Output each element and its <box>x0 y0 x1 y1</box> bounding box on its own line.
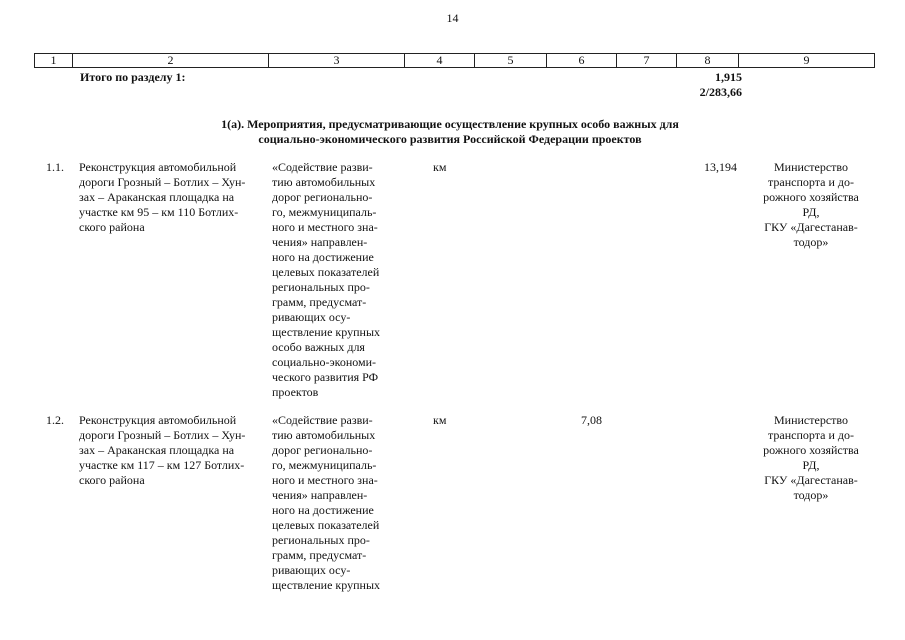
goal-line: тию автомобильных <box>272 428 376 442</box>
object-line: зах – Араканская площадка на <box>79 190 235 204</box>
responsible-line: тодор» <box>793 488 829 502</box>
responsible-line: рожного хозяйства <box>763 190 859 204</box>
column-header-9: 9 <box>739 54 875 68</box>
object-line: ского района <box>79 220 145 234</box>
goal-line: грамм, предусмат- <box>272 548 367 562</box>
goal-line: го, межмуниципаль- <box>272 205 377 219</box>
column-header-2: 2 <box>73 54 269 68</box>
object-line: участке км 117 – км 127 Ботлих- <box>79 458 245 472</box>
column-header-5: 5 <box>475 54 547 68</box>
goal-line: социально-экономи- <box>272 355 377 369</box>
goal-description <box>272 413 396 593</box>
subtotal-value-line-2: 2/283,66 <box>699 85 742 99</box>
goal-line: тию автомобильных <box>272 175 376 189</box>
section-title-line-1: 1(а). Мероприятия, предусматривающие осуществление крупных особо важных для <box>221 117 679 131</box>
responsible-executor <box>752 413 870 503</box>
subtotal-label: Итого по разделу 1: <box>80 70 186 84</box>
object-line: дороги Грозный – Ботлих – Хун- <box>79 428 246 442</box>
section-title-line-2: социально-экономического развития Российской Федерации проектов <box>258 132 642 146</box>
responsible-line: рожного хозяйства <box>763 443 859 457</box>
page-number: 14 <box>446 11 459 25</box>
object-line: ского района <box>79 473 145 487</box>
row-number: 1.1. <box>46 160 64 174</box>
object-line: Реконструкция автомобильной <box>79 160 237 174</box>
goal-line: «Содействие разви- <box>272 413 373 427</box>
goal-line: ществление крупных <box>272 578 381 592</box>
subtotal-value-line-1: 1,915 <box>715 70 742 84</box>
responsible-line: РД, <box>802 205 820 219</box>
value-col-8: 13,194 <box>704 160 737 174</box>
responsible-line: транспорта и до- <box>768 175 854 189</box>
column-header-8: 8 <box>677 54 739 68</box>
goal-line: ного на достижение <box>272 250 374 264</box>
column-header-3: 3 <box>269 54 405 68</box>
goal-line: целевых показателей <box>272 265 380 279</box>
goal-line: ривающих осу- <box>272 310 351 324</box>
goal-line: «Содействие разви- <box>272 160 373 174</box>
responsible-executor <box>752 160 870 250</box>
goal-description <box>272 160 396 400</box>
goal-line: ного и местного зна- <box>272 473 378 487</box>
unit: км <box>433 160 447 174</box>
object-line: зах – Араканская площадка на <box>79 443 235 457</box>
goal-line: чения» направлен- <box>272 488 368 502</box>
goal-line: дорог регионально- <box>272 443 373 457</box>
object-line: Реконструкция автомобильной <box>79 413 237 427</box>
object-line: участке км 95 – км 110 Ботлих- <box>79 205 239 219</box>
goal-line: ческого развития РФ <box>272 370 379 384</box>
goal-line: ществление крупных <box>272 325 381 339</box>
responsible-line: ГКУ «Дагестанав- <box>764 220 858 234</box>
goal-line: дорог регионально- <box>272 190 373 204</box>
responsible-line: Министерство <box>774 413 848 427</box>
section-title <box>170 117 730 147</box>
column-header-7: 7 <box>617 54 677 68</box>
column-number-header <box>34 53 875 68</box>
responsible-line: транспорта и до- <box>768 428 854 442</box>
object-description <box>79 413 267 488</box>
subtotal-value <box>680 70 742 100</box>
column-header-1: 1 <box>35 54 73 68</box>
column-header-6: 6 <box>547 54 617 68</box>
goal-line: региональных про- <box>272 280 370 294</box>
value-col-6: 7,08 <box>581 413 602 427</box>
object-description <box>79 160 267 235</box>
goal-line: го, межмуниципаль- <box>272 458 377 472</box>
goal-line: целевых показателей <box>272 518 380 532</box>
responsible-line: РД, <box>802 458 820 472</box>
goal-line: особо важных для <box>272 340 365 354</box>
goal-line: грамм, предусмат- <box>272 295 367 309</box>
object-line: дороги Грозный – Ботлих – Хун- <box>79 175 246 189</box>
unit: км <box>433 413 447 427</box>
goal-line: проектов <box>272 385 319 399</box>
goal-line: региональных про- <box>272 533 370 547</box>
responsible-line: ГКУ «Дагестанав- <box>764 473 858 487</box>
goal-line: ного и местного зна- <box>272 220 378 234</box>
goal-line: ного на достижение <box>272 503 374 517</box>
responsible-line: Министерство <box>774 160 848 174</box>
goal-line: чения» направлен- <box>272 235 368 249</box>
row-number: 1.2. <box>46 413 64 427</box>
responsible-line: тодор» <box>793 235 829 249</box>
column-header-4: 4 <box>405 54 475 68</box>
goal-line: ривающих осу- <box>272 563 351 577</box>
